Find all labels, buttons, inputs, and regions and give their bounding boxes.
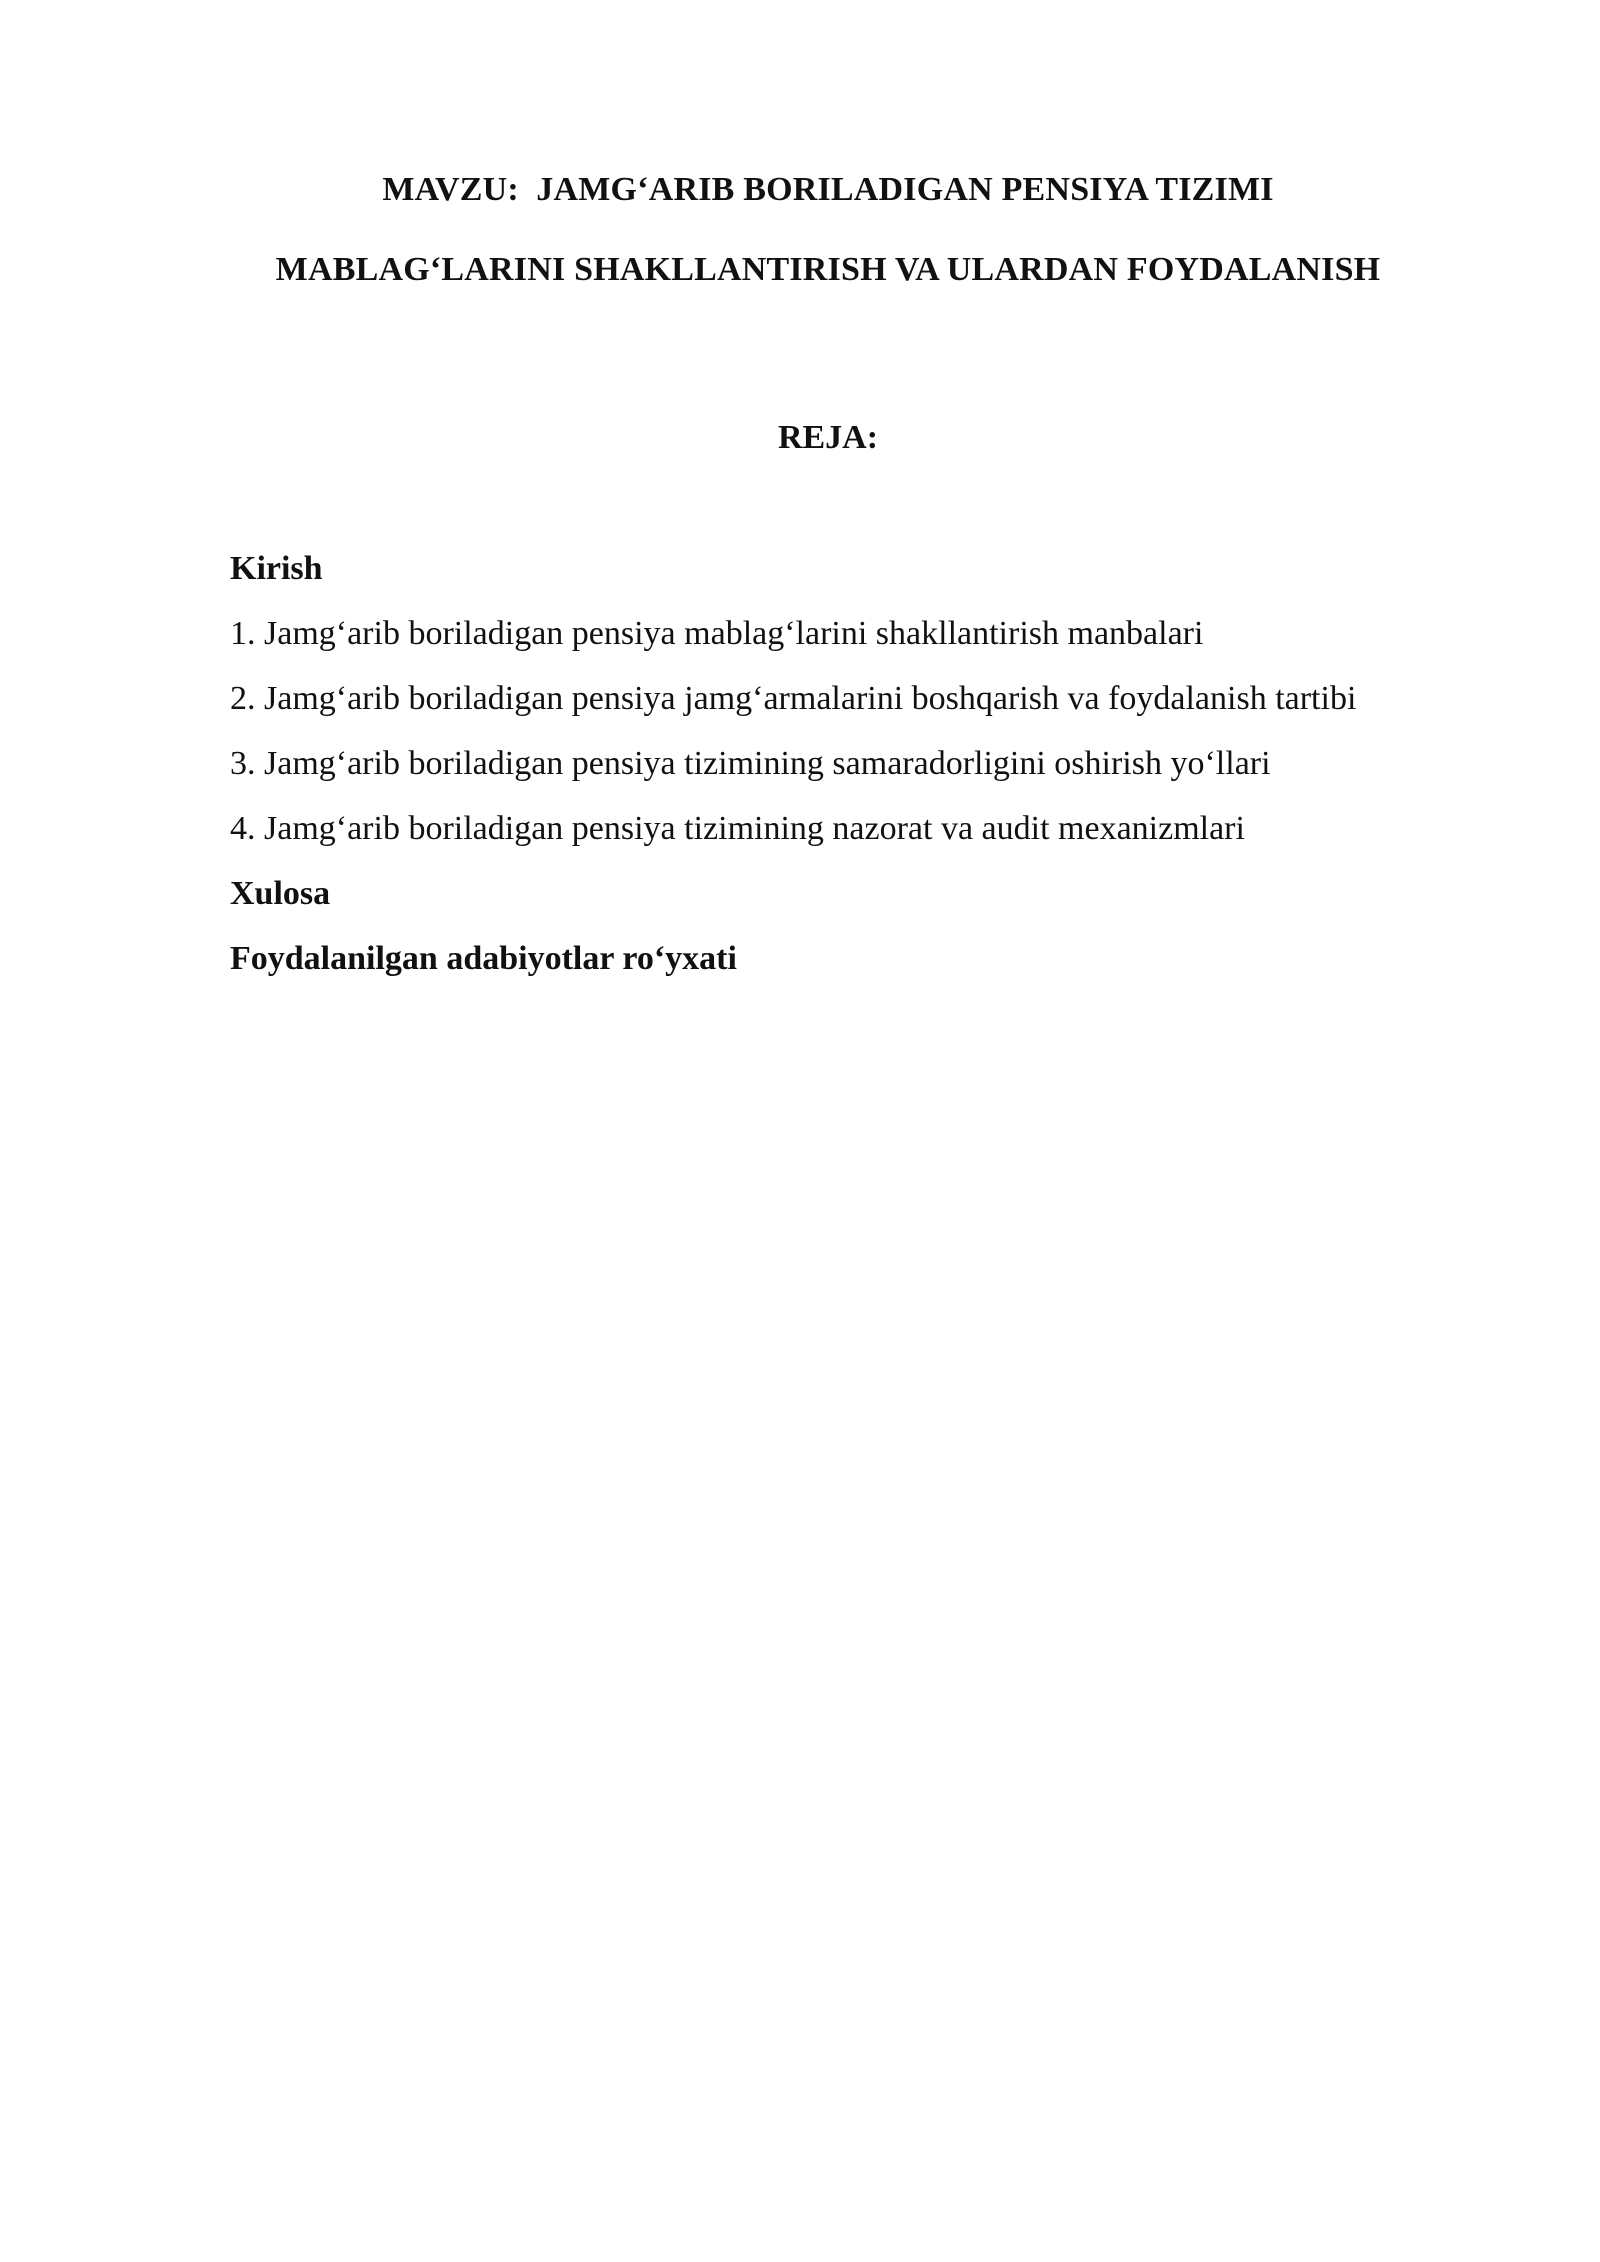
plan-item-3: 3. Jamg‘arib boriladigan pensiya tizimining samaradorligini oshirish yo‘llari — [230, 745, 1271, 782]
document-title — [0, 150, 1600, 310]
plan-item-introduction: Kirish — [230, 550, 323, 587]
plan-heading: REJA: — [777, 419, 879, 456]
plan-list — [230, 536, 1550, 991]
plan-item-4: 4. Jamg‘arib boriladigan pensiya tizimining nazorat va audit mexanizmlari — [230, 810, 1245, 847]
title-line-1: MAVZU: JAMG‘ARIB BORILADIGAN PENSIYA TIZIMI — [382, 171, 1274, 208]
plan-item-conclusion: Xulosa — [230, 875, 331, 912]
plan-item-references: Foydalanilgan adabiyotlar ro‘yxati — [230, 940, 737, 977]
title-line-2: MABLAG‘LARINI SHAKLLANTIRISH VA ULARDAN FOYDALANISH — [275, 251, 1381, 288]
plan-item-2: 2. Jamg‘arib boriladigan pensiya jamg‘armalarini boshqarish va foydalanish tartibi — [230, 680, 1357, 717]
plan-item-1: 1. Jamg‘arib boriladigan pensiya mablag‘larini shakllantirish manbalari — [230, 615, 1204, 652]
